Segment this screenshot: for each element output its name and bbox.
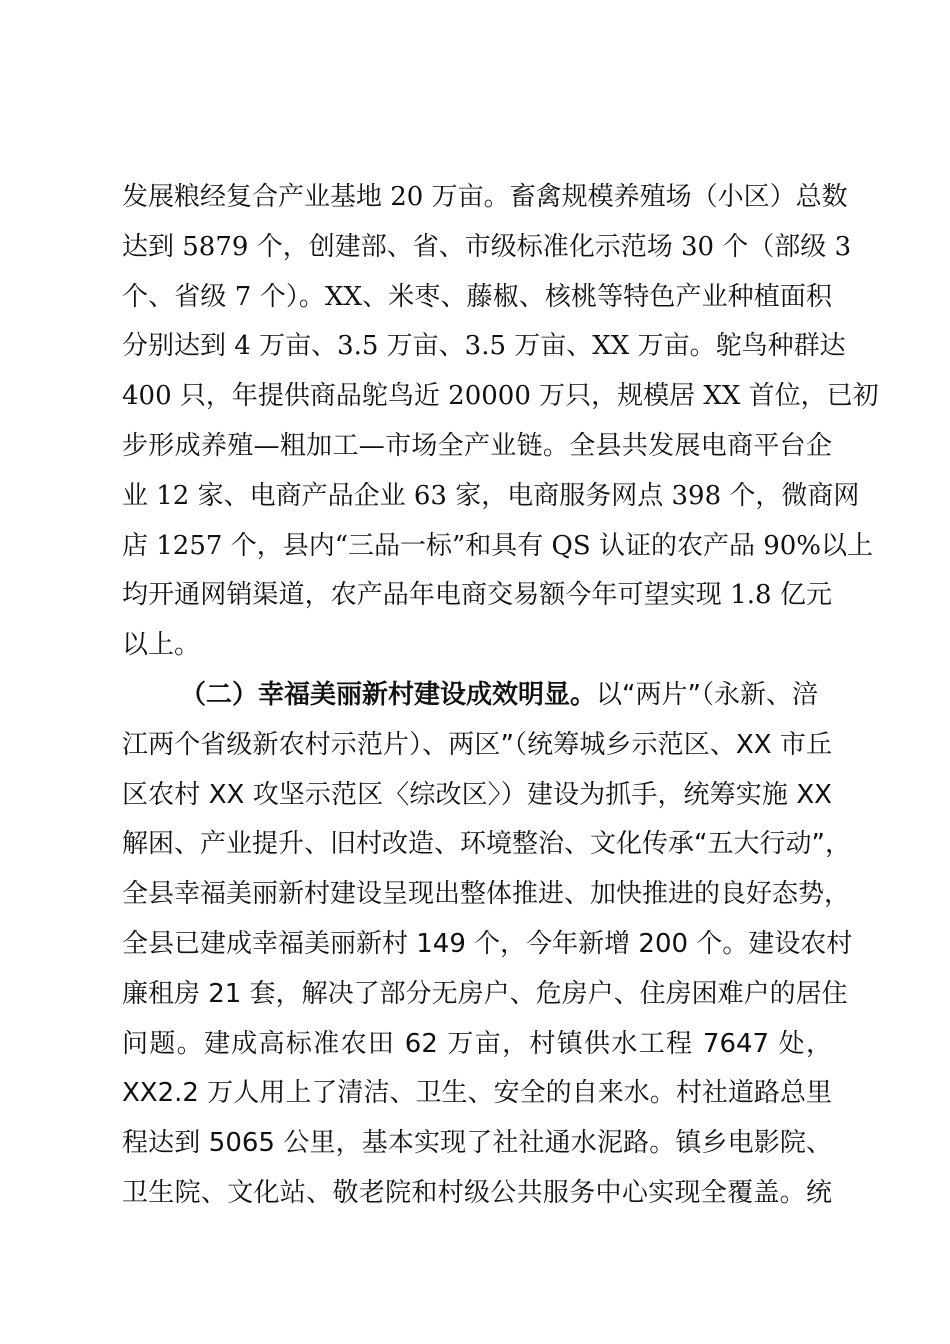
document-body <box>122 173 879 1219</box>
paragraph-line: 廉租房 21 套，解决了部分无房户、危房户、住房困难户的居住 <box>122 978 848 1009</box>
paragraph-line: 卫生院、文化站、敬老院和村级公共服务中心实现全覆盖。统 <box>122 1177 832 1208</box>
paragraph-line: 业 12 家、电商产品企业 63 家，电商服务网点 398 个，微商网 <box>122 480 860 511</box>
paragraph-line: 以上。 <box>122 630 201 661</box>
paragraph-line: XX2.2 万人用上了清洁、卫生、安全的自来水。村社道路总里 <box>122 1078 832 1109</box>
paragraph-line: 区农村 XX 攻坚示范区〈综改区〉）建设为抓手，统筹实施 XX <box>122 779 832 810</box>
paragraph-line: 发展粮经复合产业基地 20 万亩。畜禽规模养殖场（小区）总数 <box>122 182 848 212</box>
paragraph-line: 达到 5879 个，创建部、省、市级标准化示范场 30 个（部级 3 <box>122 231 852 262</box>
paragraph-first-line <box>122 671 832 721</box>
paragraph-line: 程达到 5065 公里，基本实现了社社通水泥路。镇乡电影院、 <box>122 1128 832 1159</box>
paragraph-line: 个、省级 7 个）。XX、米枣、藤椒、核桃等特色产业种植面积 <box>122 281 832 312</box>
section-heading: （二）幸福美丽新村建设成效明显。 <box>180 679 597 710</box>
paragraph-line: 全县幸福美丽新村建设呈现出整体推进、加快推进的良好态势， <box>122 879 851 910</box>
paragraph-line: 全县已建成幸福美丽新村 149 个，今年新增 200 个。建设农村 <box>122 928 853 959</box>
paragraph-new-village <box>122 671 853 1219</box>
paragraph-first-line-text: 以“两片”（永新、涪 <box>596 679 818 710</box>
paragraph-line: 400 只，年提供商品鸵鸟近 20000 万只，规模居 XX 首位，已初 <box>122 381 879 412</box>
paragraph-line: 解困、产业提升、旧村改造、环境整治、文化传承“五大行动”， <box>122 829 851 860</box>
paragraph-line: 店 1257 个，县内“三品一标”和具有 QS 认证的农产品 90%以上 <box>122 530 873 561</box>
paragraph-line: 江两个省级新农村示范片）、两区”（统筹城乡示范区、XX 市丘 <box>122 729 832 760</box>
paragraph-line: 问题。建成高标准农田 62 万亩，村镇供水工程 7647 处， <box>122 1028 832 1059</box>
paragraph-line: 均开通网销渠道，农产品年电商交易额今年可望实现 1.8 亿元 <box>122 580 832 611</box>
paragraph-agriculture-industry <box>122 173 879 671</box>
paragraph-line: 步形成养殖—粗加工—市场全产业链。全县共发展电商平台企 <box>122 430 832 461</box>
paragraph-line: 分别达到 4 万亩、3.5 万亩、3.5 万亩、XX 万亩。鸵鸟种群达 <box>122 331 846 362</box>
